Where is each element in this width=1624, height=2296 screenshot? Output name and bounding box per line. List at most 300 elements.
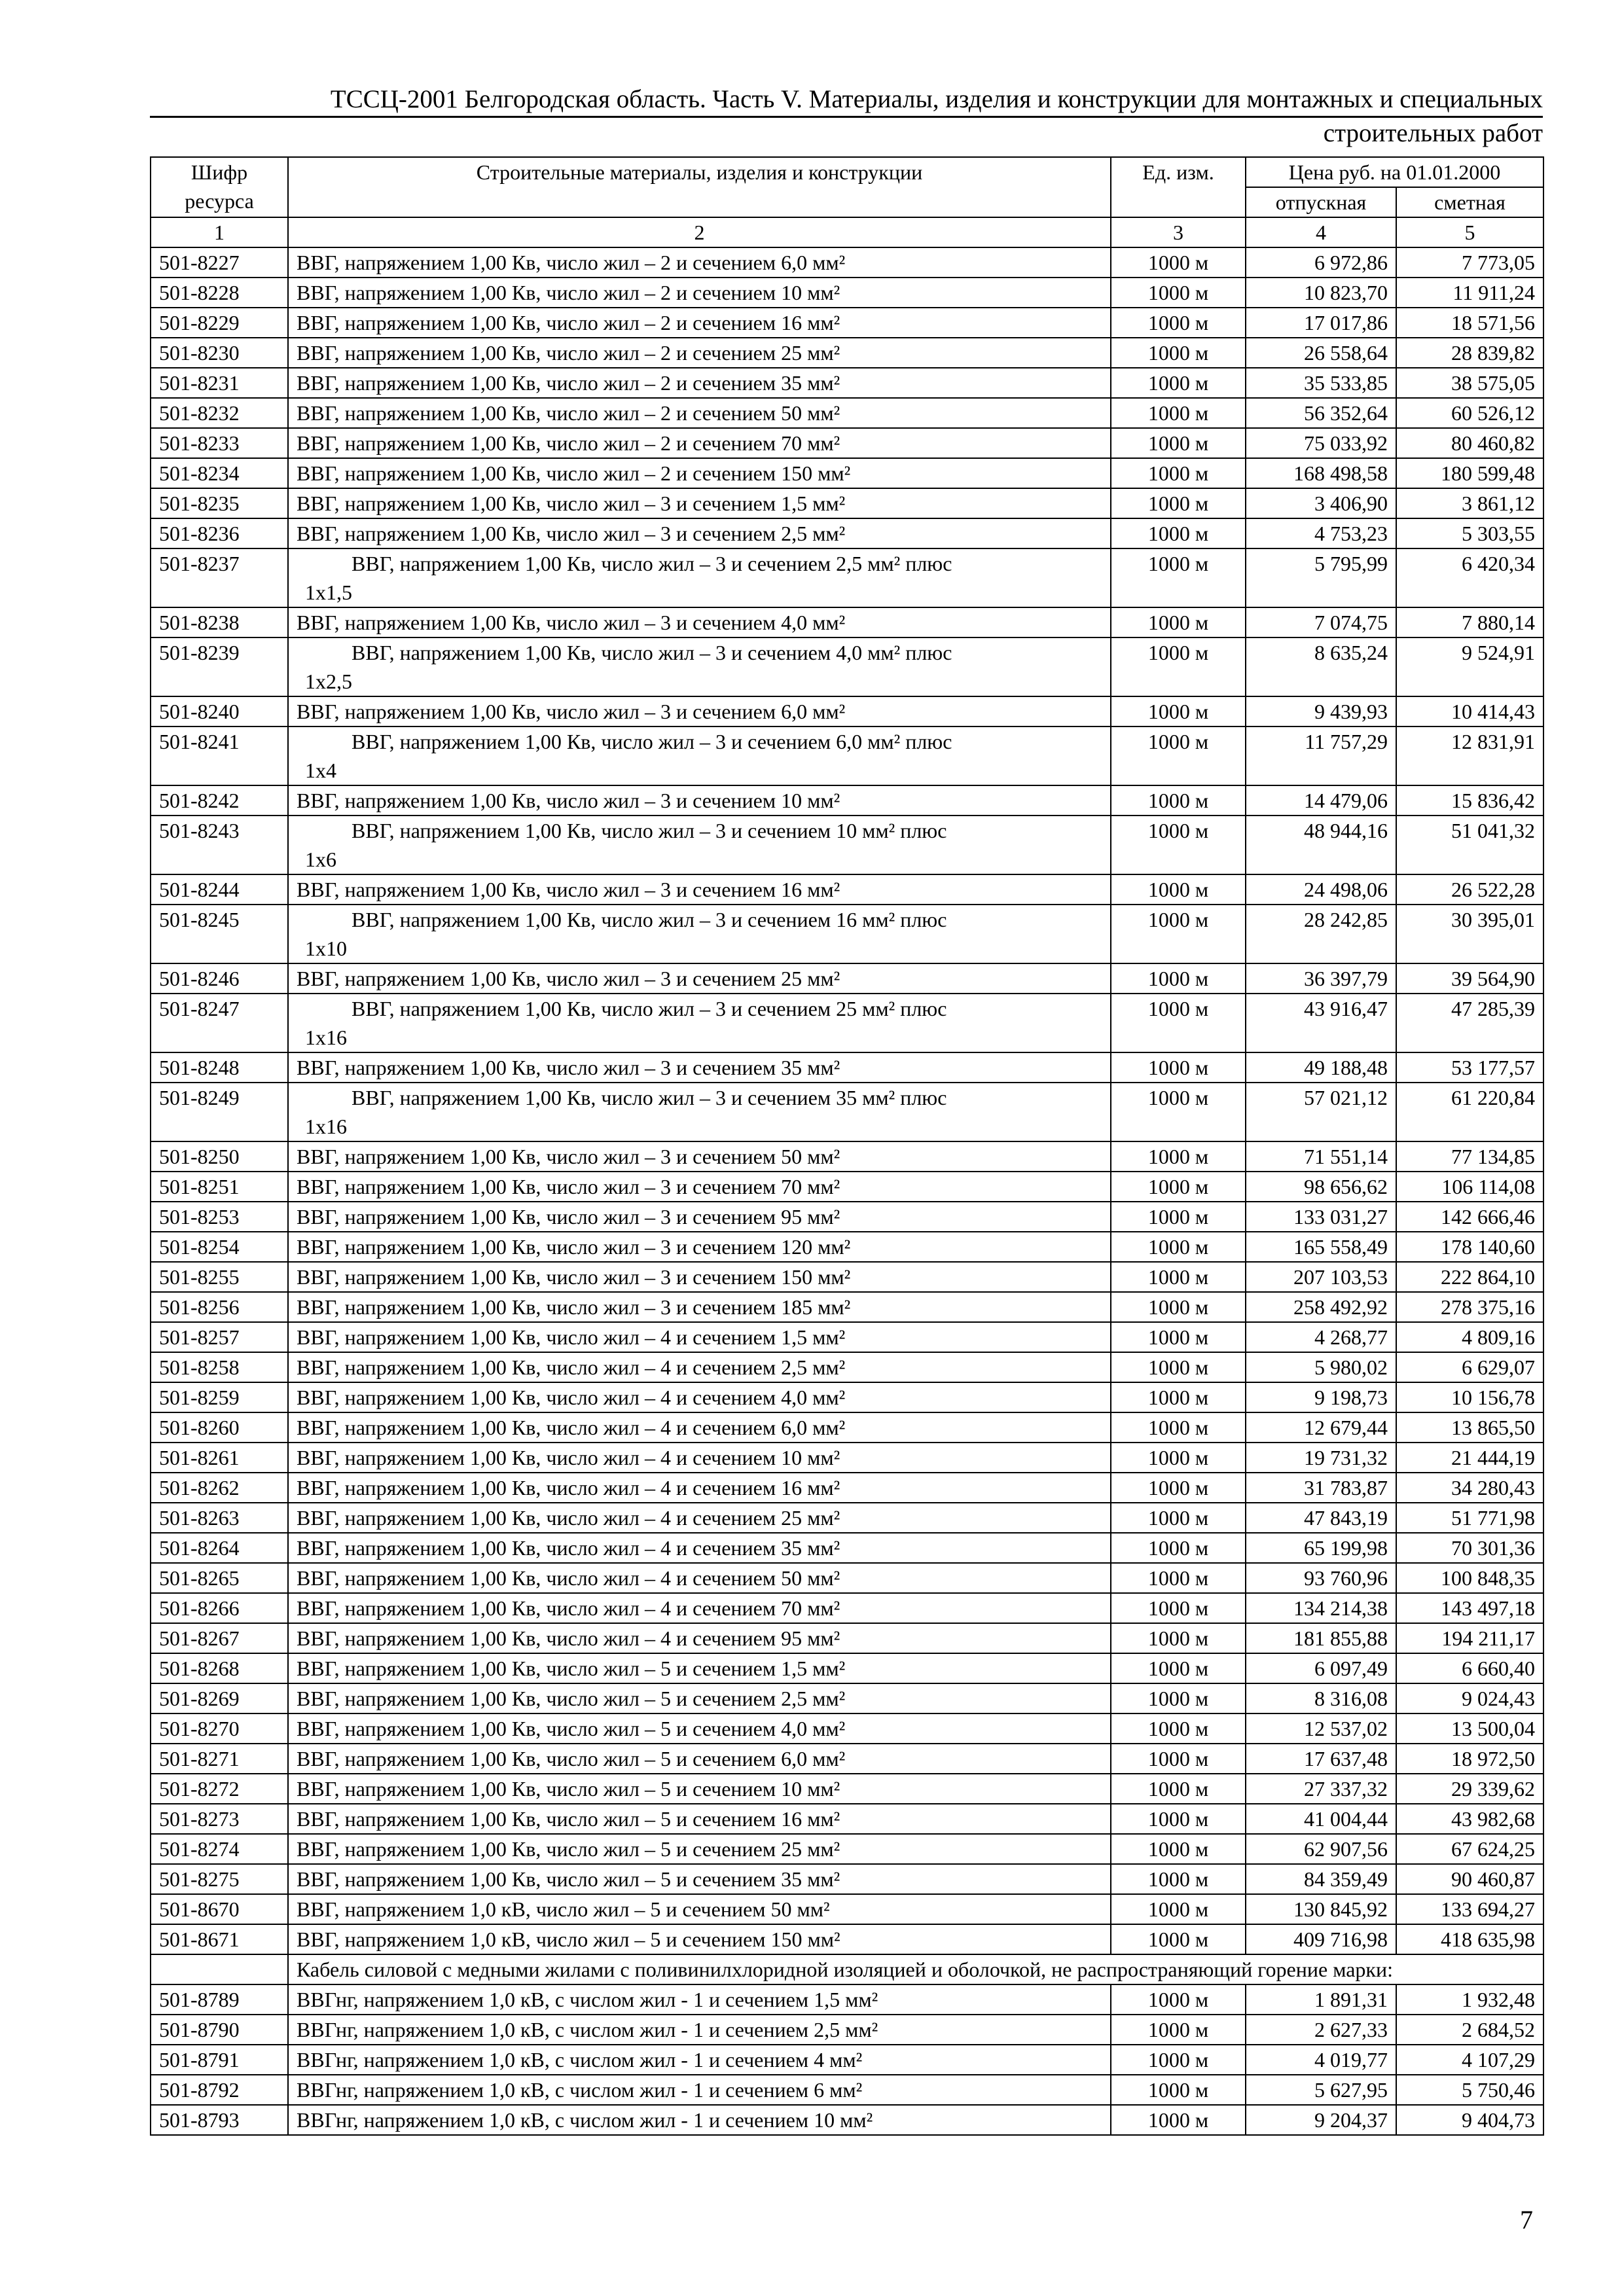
estimate-price: 6 629,07: [1396, 1352, 1543, 1382]
table-row: [151, 2075, 1543, 2105]
resource-code: 501-8232: [151, 398, 288, 428]
release-price: 49 188,48: [1246, 1052, 1396, 1083]
table-row: [151, 1774, 1543, 1804]
resource-code: 501-8241: [151, 726, 288, 785]
release-price: 75 033,92: [1246, 428, 1396, 458]
resource-code: 501-8267: [151, 1623, 288, 1653]
material-name: ВВГ, напряжением 1,00 Кв, число жил – 3 и сечением 1,5 мм²: [288, 488, 1111, 518]
material-name: ВВГ, напряжением 1,00 Кв, число жил – 4 и сечением 25 мм²: [288, 1503, 1111, 1533]
estimate-price: 143 497,18: [1396, 1593, 1543, 1623]
release-price: 3 406,90: [1246, 488, 1396, 518]
unit: 1000 м: [1111, 1141, 1246, 1172]
material-name: ВВГ, напряжением 1,00 Кв, число жил – 4 и сечением 2,5 мм²: [288, 1352, 1111, 1382]
estimate-price: 10 414,43: [1396, 696, 1543, 726]
table-row: [151, 1683, 1543, 1713]
material-name: ВВГ, напряжением 1,00 Кв, число жил – 5 и сечением 35 мм²: [288, 1864, 1111, 1894]
table-row: [151, 488, 1543, 518]
col-number: 4: [1246, 217, 1396, 247]
resource-code: 501-8273: [151, 1804, 288, 1834]
unit: 1000 м: [1111, 874, 1246, 905]
estimate-price: 43 982,68: [1396, 1804, 1543, 1834]
header-release: отпускная: [1246, 187, 1396, 217]
resource-code: 501-8792: [151, 2075, 288, 2105]
table-row: [151, 1563, 1543, 1593]
unit: 1000 м: [1111, 278, 1246, 308]
material-name: ВВГ, напряжением 1,00 Кв, число жил – 2 и сечением 150 мм²: [288, 458, 1111, 488]
table-row: [151, 1744, 1543, 1774]
estimate-price: 77 134,85: [1396, 1141, 1543, 1172]
release-price: 98 656,62: [1246, 1172, 1396, 1202]
table-row: [151, 1653, 1543, 1683]
unit: 1000 м: [1111, 637, 1246, 696]
table-row: [151, 1894, 1543, 1924]
release-price: 130 845,92: [1246, 1894, 1396, 1924]
material-name-line1: ВВГ, напряжением 1,00 Кв, число жил – 3 и сечением 16 мм² плюс: [352, 908, 947, 931]
release-price: 4 753,23: [1246, 518, 1396, 548]
resource-code: 501-8254: [151, 1232, 288, 1262]
release-price: 7 074,75: [1246, 607, 1396, 637]
estimate-price: 51 041,32: [1396, 816, 1543, 874]
estimate-price: 1 932,48: [1396, 1984, 1543, 2015]
estimate-price: 10 156,78: [1396, 1382, 1543, 1412]
estimate-price: 70 301,36: [1396, 1533, 1543, 1563]
table-row: [151, 1984, 1543, 2015]
resource-code: 501-8269: [151, 1683, 288, 1713]
release-price: 84 359,49: [1246, 1864, 1396, 1894]
release-price: 71 551,14: [1246, 1141, 1396, 1172]
material-name: ВВГ, напряжением 1,00 Кв, число жил – 4 и сечением 35 мм²: [288, 1533, 1111, 1563]
unit: 1000 м: [1111, 1713, 1246, 1744]
material-name: ВВГ, напряжением 1,00 Кв, число жил – 3 и сечением 50 мм²: [288, 1141, 1111, 1172]
material-name: ВВГ, напряжением 1,0 кВ, число жил – 5 и сечением 50 мм²: [288, 1894, 1111, 1924]
resource-code: 501-8255: [151, 1262, 288, 1292]
table-row: [151, 1533, 1543, 1563]
unit: 1000 м: [1111, 726, 1246, 785]
material-name-line2: 1х16: [305, 1115, 347, 1138]
col-number: 5: [1396, 217, 1543, 247]
release-price: 57 021,12: [1246, 1083, 1396, 1141]
release-price: 28 242,85: [1246, 905, 1396, 963]
unit: 1000 м: [1111, 1744, 1246, 1774]
table-row: [151, 2015, 1543, 2045]
release-price: 17 637,48: [1246, 1744, 1396, 1774]
estimate-price: 2 684,52: [1396, 2015, 1543, 2045]
resource-code: 501-8263: [151, 1503, 288, 1533]
resource-code: 501-8264: [151, 1533, 288, 1563]
estimate-price: 51 771,98: [1396, 1503, 1543, 1533]
table-row: [151, 247, 1543, 278]
section-empty-cell: [151, 1954, 288, 1984]
release-price: 9 198,73: [1246, 1382, 1396, 1412]
resource-code: 501-8253: [151, 1202, 288, 1232]
table-row: [151, 2045, 1543, 2075]
release-price: 26 558,64: [1246, 338, 1396, 368]
unit: 1000 м: [1111, 488, 1246, 518]
estimate-price: 5 750,46: [1396, 2075, 1543, 2105]
estimate-price: 47 285,39: [1396, 994, 1543, 1052]
release-price: 41 004,44: [1246, 1804, 1396, 1834]
unit: 1000 м: [1111, 1804, 1246, 1834]
estimate-price: 6 420,34: [1396, 548, 1543, 607]
unit: 1000 м: [1111, 1232, 1246, 1262]
table-row: [151, 607, 1543, 637]
release-price: 31 783,87: [1246, 1473, 1396, 1503]
table-row: [151, 1804, 1543, 1834]
material-name: ВВГ, напряжением 1,00 Кв, число жил – 2 и сечением 35 мм²: [288, 368, 1111, 398]
release-price: 181 855,88: [1246, 1623, 1396, 1653]
table-row: [151, 1593, 1543, 1623]
resource-code: 501-8791: [151, 2045, 288, 2075]
release-price: 4 268,77: [1246, 1322, 1396, 1352]
unit: 1000 м: [1111, 518, 1246, 548]
resource-code: 501-8789: [151, 1984, 288, 2015]
material-name: ВВГ, напряжением 1,00 Кв, число жил – 5 и сечением 2,5 мм²: [288, 1683, 1111, 1713]
table-row: [151, 548, 1543, 607]
price-table: [150, 156, 1544, 2136]
table-row: [151, 278, 1543, 308]
resource-code: 501-8242: [151, 785, 288, 816]
material-name-line2: 1х2,5: [305, 670, 352, 693]
material-name: ВВГ, напряжением 1,00 Кв, число жил – 4 и сечением 1,5 мм²: [288, 1322, 1111, 1352]
resource-code: 501-8251: [151, 1172, 288, 1202]
unit: 1000 м: [1111, 1322, 1246, 1352]
unit: 1000 м: [1111, 428, 1246, 458]
unit: 1000 м: [1111, 785, 1246, 816]
material-name-line2: 1х6: [305, 848, 336, 871]
material-name: ВВГ, напряжением 1,00 Кв, число жил – 3 и сечением 16 мм²: [288, 874, 1111, 905]
estimate-price: 39 564,90: [1396, 963, 1543, 994]
resource-code: 501-8271: [151, 1744, 288, 1774]
unit: 1000 м: [1111, 1412, 1246, 1443]
unit: 1000 м: [1111, 1262, 1246, 1292]
resource-code: 501-8671: [151, 1924, 288, 1954]
material-name: ВВГ, напряжением 1,00 Кв, число жил – 4 и сечением 10 мм²: [288, 1443, 1111, 1473]
estimate-price: 53 177,57: [1396, 1052, 1543, 1083]
material-name: ВВГ, напряжением 1,00 Кв, число жил – 3 и сечением 185 мм²: [288, 1292, 1111, 1322]
unit: 1000 м: [1111, 1443, 1246, 1473]
table-row: [151, 726, 1543, 785]
material-name: ВВГнг, напряжением 1,0 кВ, с числом жил - 1 и сечением 6 мм²: [288, 2075, 1111, 2105]
unit: 1000 м: [1111, 458, 1246, 488]
table-row: [151, 994, 1543, 1052]
estimate-price: 9 524,91: [1396, 637, 1543, 696]
estimate-price: 7 773,05: [1396, 247, 1543, 278]
release-price: 165 558,49: [1246, 1232, 1396, 1262]
release-price: 8 635,24: [1246, 637, 1396, 696]
table-row: [151, 1412, 1543, 1443]
release-price: 48 944,16: [1246, 816, 1396, 874]
estimate-price: 9 404,73: [1396, 2105, 1543, 2135]
material-name-line2: 1х16: [305, 1026, 347, 1049]
estimate-price: 38 575,05: [1396, 368, 1543, 398]
unit: 1000 м: [1111, 1864, 1246, 1894]
material-name: ВВГ, напряжением 1,00 Кв, число жил – 2 и сечением 16 мм²: [288, 308, 1111, 338]
resource-code: 501-8249: [151, 1083, 288, 1141]
material-name-line1: ВВГ, напряжением 1,00 Кв, число жил – 3 и сечением 4,0 мм² плюс: [352, 641, 952, 664]
table-row: [151, 785, 1543, 816]
resource-code: 501-8233: [151, 428, 288, 458]
unit: 1000 м: [1111, 1834, 1246, 1864]
table-row: [151, 1713, 1543, 1744]
table-row: [151, 1202, 1543, 1232]
material-name: ВВГ, напряжением 1,00 Кв, число жил – 3 и сечением 10 мм²: [288, 785, 1111, 816]
material-name: ВВГ, напряжением 1,00 Кв, число жил – 5 и сечением 16 мм²: [288, 1804, 1111, 1834]
estimate-price: 5 303,55: [1396, 518, 1543, 548]
resource-code: 501-8240: [151, 696, 288, 726]
estimate-price: 12 831,91: [1396, 726, 1543, 785]
table-row: [151, 1322, 1543, 1352]
release-price: 65 199,98: [1246, 1533, 1396, 1563]
release-price: 12 679,44: [1246, 1412, 1396, 1443]
header-unit: Ед. изм.: [1111, 157, 1246, 217]
unit: 1000 м: [1111, 2105, 1246, 2135]
release-price: 47 843,19: [1246, 1503, 1396, 1533]
unit: 1000 м: [1111, 1774, 1246, 1804]
estimate-price: 61 220,84: [1396, 1083, 1543, 1141]
table-row: [151, 1232, 1543, 1262]
release-price: 409 716,98: [1246, 1924, 1396, 1954]
estimate-price: 11 911,24: [1396, 278, 1543, 308]
header-title: ТССЦ-2001 Белгородская область. Часть V. Материалы, изделия и конструкции для монтажных и специальных: [330, 85, 1543, 113]
col-number: 3: [1111, 217, 1246, 247]
material-name: ВВГ, напряжением 1,00 Кв, число жил – 5 и сечением 6,0 мм²: [288, 1744, 1111, 1774]
resource-code: 501-8239: [151, 637, 288, 696]
material-name: [288, 726, 1111, 785]
estimate-price: 142 666,46: [1396, 1202, 1543, 1232]
material-name: ВВГ, напряжением 1,00 Кв, число жил – 2 и сечением 6,0 мм²: [288, 247, 1111, 278]
release-price: 12 537,02: [1246, 1713, 1396, 1744]
page-header: [150, 85, 1543, 149]
resource-code: 501-8256: [151, 1292, 288, 1322]
release-price: 19 731,32: [1246, 1443, 1396, 1473]
table-row: [151, 308, 1543, 338]
estimate-price: 18 972,50: [1396, 1744, 1543, 1774]
table-row: [151, 637, 1543, 696]
material-name: ВВГнг, напряжением 1,0 кВ, с числом жил - 1 и сечением 4 мм²: [288, 2045, 1111, 2075]
resource-code: 501-8236: [151, 518, 288, 548]
table-row: [151, 1352, 1543, 1382]
resource-code: 501-8245: [151, 905, 288, 963]
table-row: [151, 1443, 1543, 1473]
release-price: 35 533,85: [1246, 368, 1396, 398]
release-price: 56 352,64: [1246, 398, 1396, 428]
estimate-price: 21 444,19: [1396, 1443, 1543, 1473]
release-price: 17 017,86: [1246, 308, 1396, 338]
unit: 1000 м: [1111, 1563, 1246, 1593]
resource-code: 501-8258: [151, 1352, 288, 1382]
material-name: ВВГ, напряжением 1,00 Кв, число жил – 4 и сечением 6,0 мм²: [288, 1412, 1111, 1443]
material-name-line1: ВВГ, напряжением 1,00 Кв, число жил – 3 и сечением 2,5 мм² плюс: [352, 552, 952, 575]
table-row: [151, 1083, 1543, 1141]
resource-code: 501-8248: [151, 1052, 288, 1083]
material-name: ВВГ, напряжением 1,00 Кв, число жил – 2 и сечением 70 мм²: [288, 428, 1111, 458]
release-price: 5 980,02: [1246, 1352, 1396, 1382]
release-price: 11 757,29: [1246, 726, 1396, 785]
unit: 1000 м: [1111, 1503, 1246, 1533]
estimate-price: 7 880,14: [1396, 607, 1543, 637]
release-price: 258 492,92: [1246, 1292, 1396, 1322]
unit: 1000 м: [1111, 368, 1246, 398]
release-price: 2 627,33: [1246, 2015, 1396, 2045]
table-row: [151, 963, 1543, 994]
estimate-price: 13 865,50: [1396, 1412, 1543, 1443]
table-row: [151, 338, 1543, 368]
material-name-line2: 1х1,5: [305, 581, 352, 604]
section-row: [151, 1954, 1543, 1984]
material-name: ВВГнг, напряжением 1,0 кВ, с числом жил - 1 и сечением 2,5 мм²: [288, 2015, 1111, 2045]
table-row: [151, 458, 1543, 488]
resource-code: 501-8250: [151, 1141, 288, 1172]
resource-code: 501-8243: [151, 816, 288, 874]
table-row: [151, 1864, 1543, 1894]
release-price: 14 479,06: [1246, 785, 1396, 816]
material-name: ВВГ, напряжением 1,00 Кв, число жил – 5 и сечением 4,0 мм²: [288, 1713, 1111, 1744]
unit: 1000 м: [1111, 816, 1246, 874]
release-price: 9 439,93: [1246, 696, 1396, 726]
release-price: 8 316,08: [1246, 1683, 1396, 1713]
estimate-price: 29 339,62: [1396, 1774, 1543, 1804]
material-name: ВВГ, напряжением 1,00 Кв, число жил – 3 и сечением 95 мм²: [288, 1202, 1111, 1232]
table-row: [151, 1262, 1543, 1292]
table-row: [151, 696, 1543, 726]
material-name: ВВГ, напряжением 1,00 Кв, число жил – 4 и сечением 16 мм²: [288, 1473, 1111, 1503]
table-row: [151, 816, 1543, 874]
unit: 1000 м: [1111, 1894, 1246, 1924]
release-price: 4 019,77: [1246, 2045, 1396, 2075]
estimate-price: 28 839,82: [1396, 338, 1543, 368]
resource-code: 501-8244: [151, 874, 288, 905]
release-price: 27 337,32: [1246, 1774, 1396, 1804]
material-name: ВВГ, напряжением 1,00 Кв, число жил – 2 и сечением 10 мм²: [288, 278, 1111, 308]
resource-code: 501-8238: [151, 607, 288, 637]
col-number: 2: [288, 217, 1111, 247]
header-name: Строительные материалы, изделия и конструкции: [288, 157, 1111, 217]
estimate-price: 194 211,17: [1396, 1623, 1543, 1653]
material-name: [288, 1083, 1111, 1141]
unit: 1000 м: [1111, 607, 1246, 637]
resource-code: 501-8272: [151, 1774, 288, 1804]
resource-code: 501-8231: [151, 368, 288, 398]
material-name: ВВГ, напряжением 1,00 Кв, число жил – 3 и сечением 150 мм²: [288, 1262, 1111, 1292]
table-row: [151, 1623, 1543, 1653]
table-row: [151, 1052, 1543, 1083]
unit: 1000 м: [1111, 963, 1246, 994]
estimate-price: 180 599,48: [1396, 458, 1543, 488]
resource-code: 501-8268: [151, 1653, 288, 1683]
resource-code: 501-8275: [151, 1864, 288, 1894]
material-name: ВВГ, напряжением 1,00 Кв, число жил – 3 и сечением 35 мм²: [288, 1052, 1111, 1083]
estimate-price: 3 861,12: [1396, 488, 1543, 518]
release-price: 6 097,49: [1246, 1653, 1396, 1683]
unit: 1000 м: [1111, 2015, 1246, 2045]
table-row: [151, 1473, 1543, 1503]
release-price: 207 103,53: [1246, 1262, 1396, 1292]
material-name: [288, 994, 1111, 1052]
unit: 1000 м: [1111, 696, 1246, 726]
unit: 1000 м: [1111, 1924, 1246, 1954]
resource-code: 501-8274: [151, 1834, 288, 1864]
resource-code: 501-8790: [151, 2015, 288, 2045]
col-number: 1: [151, 217, 288, 247]
release-price: 1 891,31: [1246, 1984, 1396, 2015]
resource-code: 501-8670: [151, 1894, 288, 1924]
header-code: Шифр ресурса: [151, 157, 288, 217]
unit: 1000 м: [1111, 1593, 1246, 1623]
release-price: 62 907,56: [1246, 1834, 1396, 1864]
unit: 1000 м: [1111, 1172, 1246, 1202]
release-price: 6 972,86: [1246, 247, 1396, 278]
release-price: 168 498,58: [1246, 458, 1396, 488]
estimate-price: 133 694,27: [1396, 1894, 1543, 1924]
unit: 1000 м: [1111, 1292, 1246, 1322]
estimate-price: 26 522,28: [1396, 874, 1543, 905]
estimate-price: 60 526,12: [1396, 398, 1543, 428]
estimate-price: 4 107,29: [1396, 2045, 1543, 2075]
material-name: [288, 905, 1111, 963]
material-name-line1: ВВГ, напряжением 1,00 Кв, число жил – 3 и сечением 6,0 мм² плюс: [352, 730, 952, 753]
unit: 1000 м: [1111, 1382, 1246, 1412]
material-name-line1: ВВГ, напряжением 1,00 Кв, число жил – 3 и сечением 35 мм² плюс: [352, 1086, 947, 1109]
release-price: 24 498,06: [1246, 874, 1396, 905]
unit: 1000 м: [1111, 308, 1246, 338]
material-name: ВВГ, напряжением 1,00 Кв, число жил – 2 и сечением 25 мм²: [288, 338, 1111, 368]
material-name: ВВГнг, напряжением 1,0 кВ, с числом жил - 1 и сечением 1,5 мм²: [288, 1984, 1111, 2015]
unit: 1000 м: [1111, 548, 1246, 607]
table-row: [151, 1834, 1543, 1864]
resource-code: 501-8235: [151, 488, 288, 518]
material-name: ВВГнг, напряжением 1,0 кВ, с числом жил - 1 и сечением 10 мм²: [288, 2105, 1111, 2135]
estimate-price: 18 571,56: [1396, 308, 1543, 338]
material-name-line1: ВВГ, напряжением 1,00 Кв, число жил – 3 и сечением 25 мм² плюс: [352, 997, 947, 1020]
unit: 1000 м: [1111, 1352, 1246, 1382]
table-row: [151, 874, 1543, 905]
table-row: [151, 1382, 1543, 1412]
unit: 1000 м: [1111, 1533, 1246, 1563]
estimate-price: 6 660,40: [1396, 1653, 1543, 1683]
table-row: [151, 368, 1543, 398]
estimate-price: 4 809,16: [1396, 1322, 1543, 1352]
resource-code: 501-8227: [151, 247, 288, 278]
estimate-price: 100 848,35: [1396, 1563, 1543, 1593]
unit: 1000 м: [1111, 994, 1246, 1052]
header-price: Цена руб. на 01.01.2000: [1246, 157, 1543, 187]
material-name: ВВГ, напряжением 1,00 Кв, число жил – 3 и сечением 4,0 мм²: [288, 607, 1111, 637]
resource-code: 501-8260: [151, 1412, 288, 1443]
table-row: [151, 905, 1543, 963]
estimate-price: 222 864,10: [1396, 1262, 1543, 1292]
material-name: ВВГ, напряжением 1,00 Кв, число жил – 5 и сечением 25 мм²: [288, 1834, 1111, 1864]
release-price: 134 214,38: [1246, 1593, 1396, 1623]
material-name: ВВГ, напряжением 1,0 кВ, число жил – 5 и сечением 150 мм²: [288, 1924, 1111, 1954]
header-subtitle: строительных работ: [1323, 119, 1543, 147]
material-name: ВВГ, напряжением 1,00 Кв, число жил – 4 и сечением 95 мм²: [288, 1623, 1111, 1653]
resource-code: 501-8230: [151, 338, 288, 368]
header-estimate: сметная: [1396, 187, 1543, 217]
estimate-price: 178 140,60: [1396, 1232, 1543, 1262]
resource-code: 501-8237: [151, 548, 288, 607]
resource-code: 501-8246: [151, 963, 288, 994]
resource-code: 501-8259: [151, 1382, 288, 1412]
material-name: ВВГ, напряжением 1,00 Кв, число жил – 3 и сечением 6,0 мм²: [288, 696, 1111, 726]
material-name: ВВГ, напряжением 1,00 Кв, число жил – 5 и сечением 10 мм²: [288, 1774, 1111, 1804]
estimate-price: 67 624,25: [1396, 1834, 1543, 1864]
table-row: [151, 1141, 1543, 1172]
table-row: [151, 518, 1543, 548]
unit: 1000 м: [1111, 247, 1246, 278]
unit: 1000 м: [1111, 1052, 1246, 1083]
resource-code: 501-8270: [151, 1713, 288, 1744]
table-row: [151, 1172, 1543, 1202]
